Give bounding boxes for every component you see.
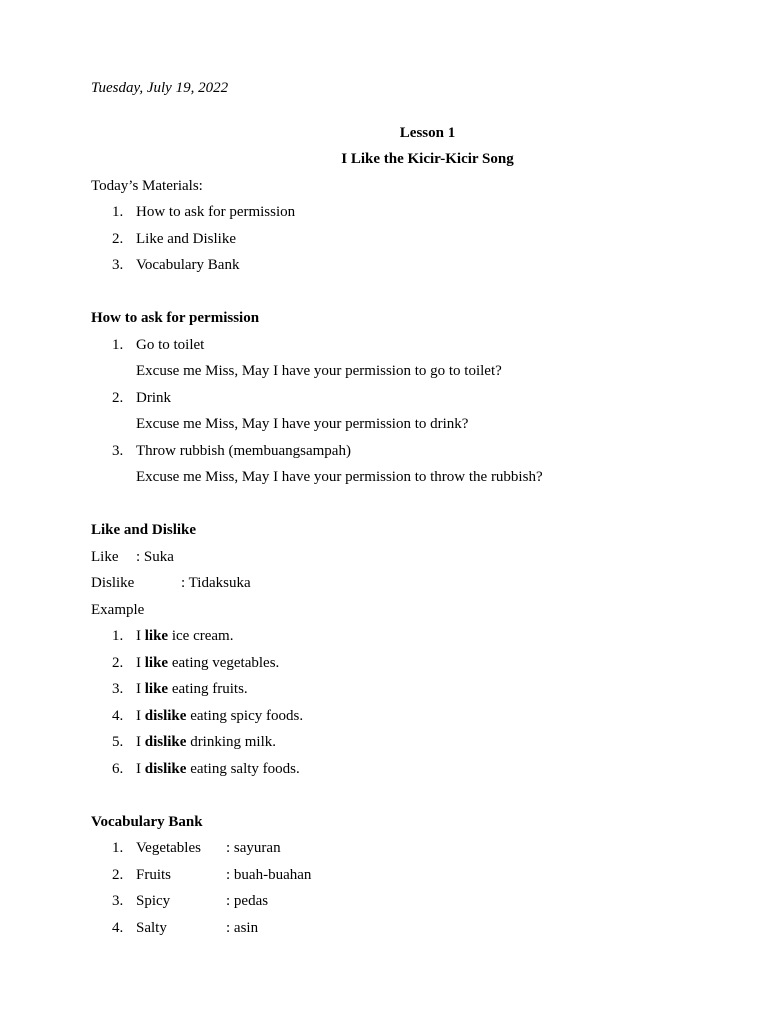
list-number: 5.	[112, 734, 124, 750]
permission-item: 1. Go to toilet	[91, 332, 731, 359]
spacer	[91, 782, 731, 809]
example-label: Example	[91, 601, 145, 618]
list-number: 2.	[112, 389, 124, 406]
vocabulary-meaning: : buah-buahan	[226, 866, 312, 883]
like-dislike-heading: Like and Dislike	[91, 522, 197, 538]
vocabulary-term: Salty	[136, 919, 167, 936]
example-item: 3. I like eating fruits.	[91, 676, 731, 703]
list-number: 2.	[112, 230, 124, 247]
list-number: 1.	[112, 204, 124, 220]
vocabulary-item	[91, 888, 731, 915]
permission-sentence: Excuse me Miss, May I have your permission to throw the rubbish?	[136, 469, 543, 485]
list-number: 3.	[112, 442, 124, 459]
materials-item: 3. Vocabulary Bank	[91, 252, 731, 279]
list-number: 3.	[112, 893, 124, 909]
example-item: 2. I like eating vegetables.	[91, 650, 731, 677]
dislike-meaning: : Tidaksuka	[181, 575, 251, 591]
lesson-number: Lesson 1	[399, 124, 456, 141]
list-number: 3.	[112, 257, 124, 273]
vocabulary-item	[91, 835, 731, 862]
list-number: 1.	[112, 336, 124, 353]
permission-item: 2. Drink	[91, 385, 731, 412]
example-item: 4. I dislike eating spicy foods.	[91, 703, 731, 730]
like-term: Like	[91, 548, 119, 565]
materials-item: 1. How to ask for permission	[91, 199, 731, 226]
list-number: 6.	[112, 760, 124, 777]
vocabulary-heading: Vocabulary Bank	[91, 813, 203, 830]
vocabulary-item	[91, 915, 731, 942]
list-number: 4.	[112, 919, 124, 936]
spacer	[91, 279, 731, 306]
permission-item: 3. Throw rubbish (membuangsampah)	[91, 438, 731, 465]
example-item: 6. I dislike eating salty foods.	[91, 756, 731, 783]
like-definition	[91, 544, 731, 571]
dislike-term: Dislike	[91, 575, 135, 591]
materials-item: 2. Like and Dislike	[91, 226, 731, 253]
vocabulary-item	[91, 862, 731, 889]
dislike-definition	[91, 570, 731, 597]
vocabulary-meaning: : sayuran	[226, 840, 281, 856]
example-item: 1. I like ice cream.	[91, 623, 731, 650]
list-number: 4.	[112, 707, 124, 724]
vocabulary-term: Vegetables	[136, 840, 201, 856]
permission-sentence: Excuse me Miss, May I have your permission to go to toilet?	[136, 363, 502, 379]
list-number: 2.	[112, 654, 124, 671]
vocabulary-term: Fruits	[136, 866, 172, 883]
list-number: 2.	[112, 866, 124, 883]
materials-heading: Today’s Materials:	[91, 177, 203, 194]
lesson-title: I Like the Kicir-Kicir Song	[341, 151, 514, 167]
list-number: 1.	[112, 628, 124, 644]
vocabulary-term: Spicy	[136, 893, 171, 909]
like-meaning: : Suka	[136, 548, 174, 565]
date-line: Tuesday, July 19, 2022	[91, 80, 229, 96]
vocabulary-meaning: : pedas	[226, 893, 269, 909]
example-item: 5. I dislike drinking milk.	[91, 729, 731, 756]
vocabulary-meaning: : asin	[226, 919, 259, 936]
document-page	[91, 75, 731, 941]
spacer	[91, 491, 731, 518]
permission-heading: How to ask for permission	[91, 310, 260, 326]
permission-sentence: Excuse me Miss, May I have your permission to drink?	[136, 416, 469, 432]
list-number: 3.	[112, 681, 124, 697]
list-number: 1.	[112, 840, 124, 856]
